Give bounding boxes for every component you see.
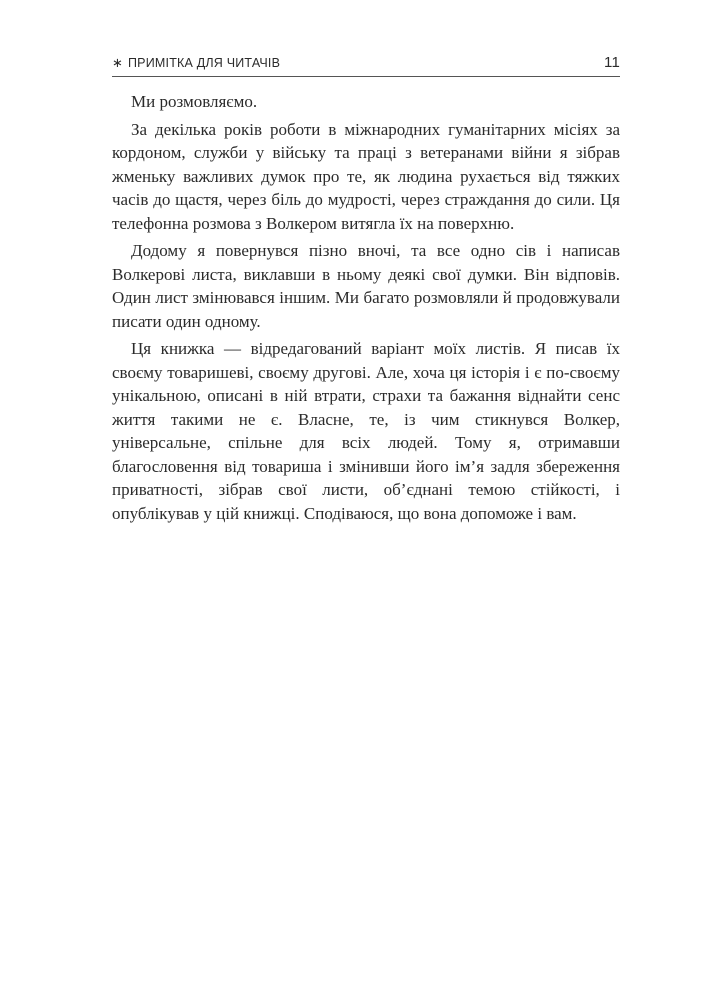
paragraph: Ми розмовляємо. [131,92,258,111]
ornament-star-icon: ∗ [112,55,124,70]
header-divider [112,76,620,77]
paragraph: Додому я повернувся пізно вночі, та все одно сів і написав Волкерові листа, виклавши в ньому деякі свої думки. Він відповів. Один лист змінювався іншим. Ми багато розмовляли й продовжували писати один одному. [112,241,620,331]
chapter-title: ПРИМІТКА ДЛЯ ЧИТАЧІВ [128,56,281,70]
paragraph: Ця книжка — відредагований варіант моїх листів. Я писав їх своєму товаришеві, своєму другові. Але, хоча ця історія і є по-своєму унікальною, описані в ній втрати, страхи та бажання віднайти сенс життя такими не є. Власне, те, із чим стикнувся Волкер, універсальне, спільне для всіх людей. Тому я, отримавши благословення від товариша і змінивши його ім’я задля збереження приватності, зібрав свої листи, об’єднані темою стійкості, і опублікував у цій книжці. Сподіваюся, що вона допоможе і вам. [112,339,620,523]
running-head [112,54,620,74]
body-text [112,90,620,529]
page-number: 11 [604,54,620,71]
paragraph: За декілька років роботи в міжнародних гуманітарних місіях за кордоном, служби у війську та праці з ветеранами війни я зібрав жменьку важливих думок про те, як людина рухається від тяжких часів до щастя, через біль до мудрості, через страждання до сили. Ця телефонна розмова з Волкером витягла їх на поверхню. [112,119,620,233]
